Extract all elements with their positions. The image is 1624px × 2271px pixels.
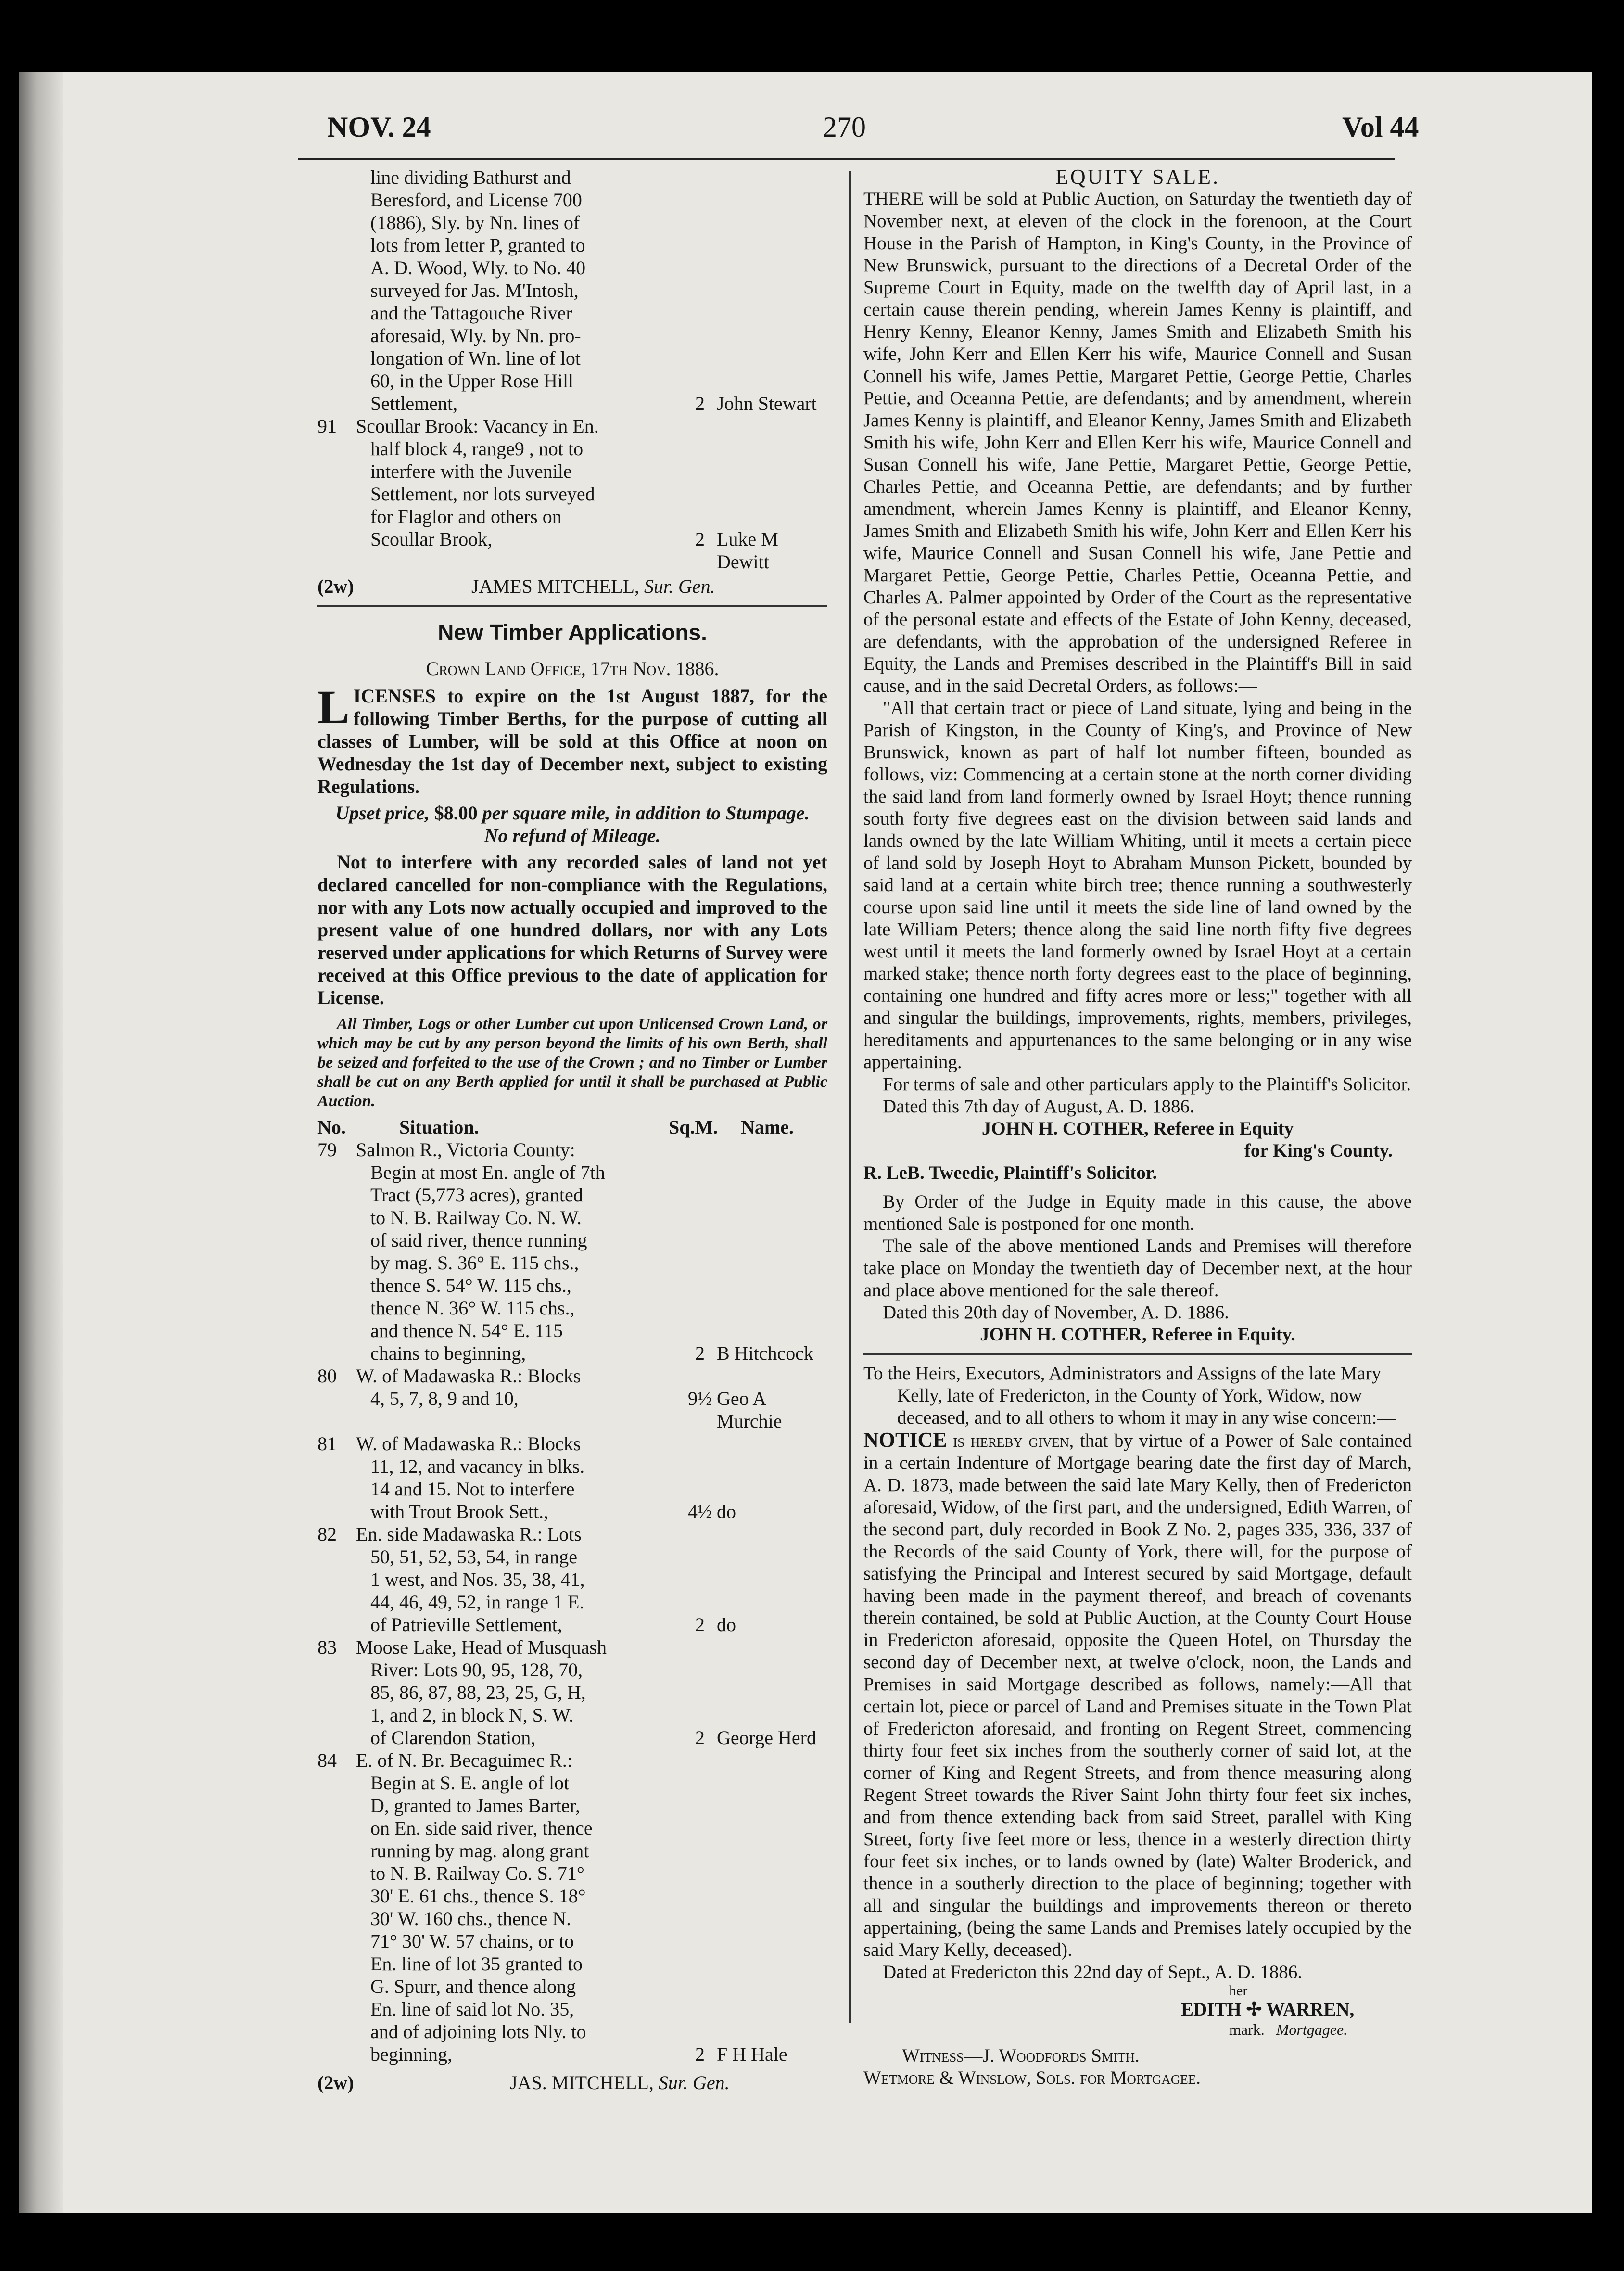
entry-last-line: with Trout Brook Sett.,: [370, 1501, 549, 1522]
timber-entries: [317, 1138, 827, 2066]
notice-address: To the Heirs, Executors, Administrators and Assigns of the late Mary Kelly, late of Fredericton, in the County of York, Widow, now deceased, and to all others to whom it may in any wise concern:—: [863, 1363, 1396, 1428]
entry-first-line: W. of Madawaska R.: Blocks: [356, 1433, 581, 1454]
entry-number: 79: [317, 1139, 337, 1161]
entry-line: and of adjoining lots Nly. to: [370, 2021, 586, 2042]
timber-entry: [317, 1636, 827, 1749]
notice-mark: mark. Mortgagee.: [1229, 2021, 1348, 2038]
entry-number: 83: [317, 1636, 337, 1658]
equity-dated: Dated this 7th day of August, A. D. 1886.: [883, 1096, 1194, 1117]
entry-last-line: of Clarendon Station,: [370, 1727, 536, 1748]
entry-line: Tract (5,773 acres), granted: [370, 1184, 583, 1206]
entry-applicant: Geo A Murchie: [717, 1388, 782, 1432]
entry-applicant: F H Hale: [717, 2043, 787, 2065]
notice-witness: Witness—J. Woodfords Smith.: [902, 2045, 1140, 2066]
timber-entry: [317, 1365, 827, 1432]
equity-referee-2: JOHN H. COTHER, Referee in Equity.: [980, 1324, 1295, 1345]
entry-first-line: Moose Lake, Head of Musquash: [356, 1636, 607, 1658]
entry-number: 82: [317, 1523, 337, 1545]
entry-line: 71° 30' W. 57 chains, or to: [370, 1930, 574, 1952]
left-column: [317, 166, 827, 2094]
equity-terms: For terms of sale and other particulars apply to the Plaintiff's Solicitor.: [883, 1074, 1411, 1095]
entry-last-line: beginning,: [370, 2043, 452, 2065]
notice-solicitors: Wetmore & Winslow, Sols. for Mortgagee.: [863, 2067, 1201, 2088]
equity-solicitor: R. LeB. Tweedie, Plaintiff's Solicitor.: [863, 1162, 1157, 1183]
header-rule: [298, 158, 1395, 160]
entry-line: thence S. 54° W. 115 chs.,: [370, 1275, 571, 1296]
entry-square-miles: 2: [695, 1727, 705, 1748]
entry-number: 84: [317, 1749, 337, 1771]
entry-number: 80: [317, 1365, 337, 1387]
entry-line: En. line of said lot No. 35,: [370, 1998, 574, 2020]
entry-square-miles: 2: [695, 1342, 705, 1364]
crown-office-line: Crown Land Office, 17th Nov. 1886.: [426, 658, 719, 679]
entry-line: 50, 51, 52, 53, 54, in range: [370, 1546, 577, 1568]
timber-entry: [317, 1138, 827, 1365]
right-column: [863, 166, 1412, 2089]
entry-applicant: do: [717, 1501, 736, 1522]
equity-referee: JOHN H. COTHER, Referee in Equity: [981, 1118, 1294, 1139]
section-rule-right: [863, 1353, 1412, 1355]
entry-line: 30' W. 160 chs., thence N.: [370, 1908, 571, 1929]
entry-line: on En. side said river, thence: [370, 1817, 593, 1839]
entry-last-line: of Patrieville Settlement,: [370, 1614, 562, 1635]
issue-date: NOV. 24: [327, 111, 431, 143]
entry-line: and thence N. 54° E. 115: [370, 1320, 563, 1341]
entry-line: 1, and 2, in block N, S. W.: [370, 1704, 574, 1726]
entry-line: Begin at most En. angle of 7th: [370, 1161, 605, 1183]
entry-first-line: En. side Madawaska R.: Lots: [356, 1523, 582, 1545]
entry-line: 14 and 15. Not to interfere: [370, 1478, 575, 1500]
entry-line: Begin at S. E. angle of lot: [370, 1772, 570, 1794]
entry-line: to N. B. Railway Co. N. W.: [370, 1207, 582, 1228]
entry-last-line: chains to beginning,: [370, 1342, 526, 1364]
entry-line: G. Spurr, and thence along: [370, 1976, 576, 1997]
equity-quote: "All that certain tract or piece of Land situate, lying and being in the Parish of Kingston, in the County of King's, and Province of New Brunswick, known as part of half lot number fifteen, bounded as follows, viz: Commencing at a certain stone at the north corner dividing the said land from land formerly owned by Israel Hoyt; thence running south forty five degrees east on the division between said lands and lands owned by the late William Whiting, until it meets a certain piece of land sold by Joseph Hoyt to Abraham Munson Pickett, bounded by said land at a certain white birch tree; thence running a southwesterly course upon said line until it meets the side line of land owned by the late William Peters; thence along the said line north fifty five degrees west until it meets the land formerly owned by Israel Hoyt at a certain marked stake; thence north forty degrees east to the place of beginning, containing one hundred and fifty acres more or less;" together with all and singular the buildings, improvements, rights, members, privileges, hereditaments and appurtenances to the same belonging or in any wise appertaining.: [863, 698, 1412, 1072]
entry-line: D, granted to James Barter,: [370, 1795, 581, 1816]
equity-postponed: By Order of the Judge in Equity made in this cause, the above mentioned Sale is postponed for one month.: [863, 1191, 1412, 1234]
volume-label: Vol 44: [1342, 111, 1419, 143]
entry-line: to N. B. Railway Co. S. 71°: [370, 1863, 584, 1884]
equity-body: THERE will be sold at Public Auction, on Saturday the twentieth day of November next, at eleven of the clock in the forenoon, at the Court House in the Parish of Hampton, in King's County, in the Province of New Brunswick, pursuant to the directions of a Decretal Order of the Supreme Court in Equity, made on the twelfth day of April last, in a certain cause therein pending, wherein James Kenny is plaintiff, and Henry Kenny, Eleanor Kenny, James Smith and Elizabeth Smith his wife, John Kerr and Ellen Kerr his wife, Maurice Connell and Susan Connell his wife, James Pettie, Margaret Pettie, George Pettie, Charles Pettie, and Oceanna Pettie, are defendants; and by amendment, wherein James Kenny is plaintiff, and Eleanor Kenny, James Smith and Elizabeth Smith his wife, John Kerr and Ellen Kerr his wife, Maurice Connell and Susan Connell his wife, Jane Pettie, Margaret Pettie, George Pettie, Charles Pettie, and Oceanna Pettie, are defendants; and by further amendment, wherein James Kenny is plaintiff, and Eleanor Kenny, James Smith and Elizabeth Smith his wife, John Kerr and Ellen Kerr his wife, Maurice Connell and Susan Connell his wife, Jane Pettie and Margaret Pettie, George Pettie, Charles Pettie, Oceanna Pettie, and Charles A. Palmer appointed by Order of the Court as the representative of the personal estate and effects of the Estate of John Kenny, deceased, are defendants, with the approbation of the undersigned Referee in Equity, the Lands and Premises described in the Plaintiff's Bill in said cause, and in the said Decretal Orders, as follows:—: [863, 189, 1412, 696]
notice-her: her: [1229, 1983, 1248, 1999]
equity-dated-2: Dated this 20th day of November, A. D. 1886.: [883, 1302, 1229, 1323]
entry-line: running by mag. along grant: [370, 1840, 589, 1862]
entry-line: by mag. S. 36° E. 115 chs.,: [370, 1252, 579, 1274]
entry-applicant: George Herd: [717, 1727, 816, 1748]
signature-mitchell-2: (2w) JAS. MITCHELL, Sur. Gen.: [317, 2072, 730, 2093]
timber-table-header: No. Situation. Sq.M. Name.: [317, 1116, 794, 1138]
timber-conditions: Not to interfere with any recorded sales of land not yet declared cancelled for non-compliance with the Regulations, nor with any Lots now actually occupied and improved to the present value of one hundred dollars, nor with any Lots reserved under applications for which Returns of Survey were received at this Office previous to the date of application for License.: [317, 851, 827, 1008]
timber-entry: [317, 1432, 827, 1523]
page-number: 270: [823, 111, 866, 143]
entry-first-line: W. of Madawaska R.: Blocks: [356, 1365, 581, 1387]
entry-line: thence N. 36° W. 115 chs.,: [370, 1297, 575, 1319]
entry-line: 85, 86, 87, 88, 23, 25, G, H,: [370, 1682, 586, 1703]
entry-line: of said river, thence running: [370, 1229, 587, 1251]
timber-title: New Timber Applications.: [438, 620, 707, 645]
page-binding-edge: [19, 72, 63, 2213]
entry-line: 30' E. 61 chs., thence S. 18°: [370, 1885, 586, 1907]
entry-applicant: B Hitchcock: [717, 1342, 814, 1364]
timber-entry: [317, 1523, 827, 1636]
timber-entry: [317, 1749, 827, 2066]
timber-warning: All Timber, Logs or other Lumber cut upon Unlicensed Crown Land, or which may be cut by any person beyond the limits of his own Berth, shall be seized and forfeited to the use of the Crown ; and no Timber or Lumber shall be cut on any Berth applied for until it shall be purchased at Public Auction.: [317, 1015, 827, 1110]
entry-line: En. line of lot 35 granted to: [370, 1953, 583, 1975]
notice-body: NOTICE is hereby given, that by virtue of a Power of Sale contained in a certain Indenture of Mortgage bearing date the first day of March, A. D. 1873, made between the said late Mary Kelly, then of Fredericton aforesaid, Widow, of the first part, and the undersigned, Edith Warren, of the second part, duly recorded in Book Z No. 2, pages 335, 336, 337 of the Records of the said County of York, there will, for the purpose of satisfying the Principal and Interest secured by said Mortgage, default having been made in the payment thereof, and breach of covenants therein contained, be sold at Public Auction, at the County Court House in Fredericton aforesaid, opposite the Queen Hotel, on Thursday the second day of December next, at twelve o'clock, noon, the Lands and Premises in said Mortgage described as follows, namely:—All that certain lot, piece or parcel of Land and Premises situate in the Town Plat of Fredericton aforesaid, and fronting on Regent Street, commencing thirty four feet six inches from the southerly corner of said lot, at the corner of King and Regent Streets, and from thence measuring along Regent Street towards the River Saint John thirty four feet six inches, and from thence extending back from said Street, parallel with King Street, forty five feet more or less, thence in a westerly direction thirty four feet six inches, or to lands owned by (late) Walter Broderick, and thence in a southerly direction to the place of beginning; together with all and singular the buildings and improvements thereon or thereto appertaining, (being the same Lands and Premises lately occupied by the said Mary Kelly, deceased).: [863, 1428, 1412, 1960]
equity-referee-county: for King's County.: [1244, 1140, 1393, 1161]
column-divider: [849, 171, 851, 2023]
entry-applicant: do: [717, 1614, 736, 1635]
equity-title: EQUITY SALE.: [1055, 165, 1220, 189]
entry-square-miles: 2: [695, 1614, 705, 1635]
entry-line: River: Lots 90, 95, 128, 70,: [370, 1659, 583, 1681]
entry-first-line: E. of N. Br. Becaguimec R.:: [356, 1749, 572, 1771]
entry-last-line: 4, 5, 7, 8, 9 and 10,: [370, 1388, 519, 1409]
entry-number: 81: [317, 1433, 337, 1454]
notice-dated: Dated at Fredericton this 22nd day of Sept., A. D. 1886.: [883, 1962, 1302, 1982]
timber-intro: LICENSES to expire on the 1st August 1887, for the following Timber Berths, for the purpose of cutting all classes of Lumber, will be sold at this Office at noon on Wednesday the 1st day of December next, subject to existing Regulations.: [317, 680, 827, 797]
entry-line: 44, 46, 49, 52, in range 1 E.: [370, 1591, 584, 1613]
signature-mitchell-1: (2w) JAMES MITCHELL, Sur. Gen.: [317, 575, 715, 597]
upset-price: Upset price, $8.00 per square mile, in addition to Stumpage.: [335, 802, 810, 824]
entry-square-miles: 9½: [688, 1388, 712, 1409]
entry-line: 1 west, and Nos. 35, 38, 41,: [370, 1569, 585, 1590]
notice-signer: EDITH ✢ WARREN,: [1181, 1999, 1355, 2020]
equity-new-date: The sale of the above mentioned Lands and Premises will therefore take place on Monday the twentieth day of December next, at the hour and place above mentioned for the sale thereof.: [863, 1236, 1412, 1301]
mileage-note: No refund of Mileage.: [484, 825, 661, 846]
entry-square-miles: 4½: [688, 1501, 712, 1522]
continuation-entry: line dividing Bathurst and Beresford, and License 700 (1886), Sly. by Nn. lines of lots from letter P, granted to A. D. Wood, Wly. to No. 40 surveyed for Jas. M'Intosh, and the Tattagouche River aforesaid, Wly. by Nn. pro- longation of Wn. line of lot 60, in the Upper Rose Hill Settlement, 2 John Stewart: [370, 166, 817, 414]
section-rule: [317, 605, 827, 607]
entry-square-miles: 2: [695, 2043, 705, 2065]
entry-91: 91 Scoullar Brook: Vacancy in En. half block 4, range9 , not to interfere with the Juvenile Settlement, nor lots surveyed for Flaglor and others on Scoullar Brook, 2 Luke M Dewitt: [317, 415, 778, 573]
entry-first-line: Salmon R., Victoria County:: [356, 1139, 575, 1161]
entry-line: 11, 12, and vacancy in blks.: [370, 1455, 585, 1477]
